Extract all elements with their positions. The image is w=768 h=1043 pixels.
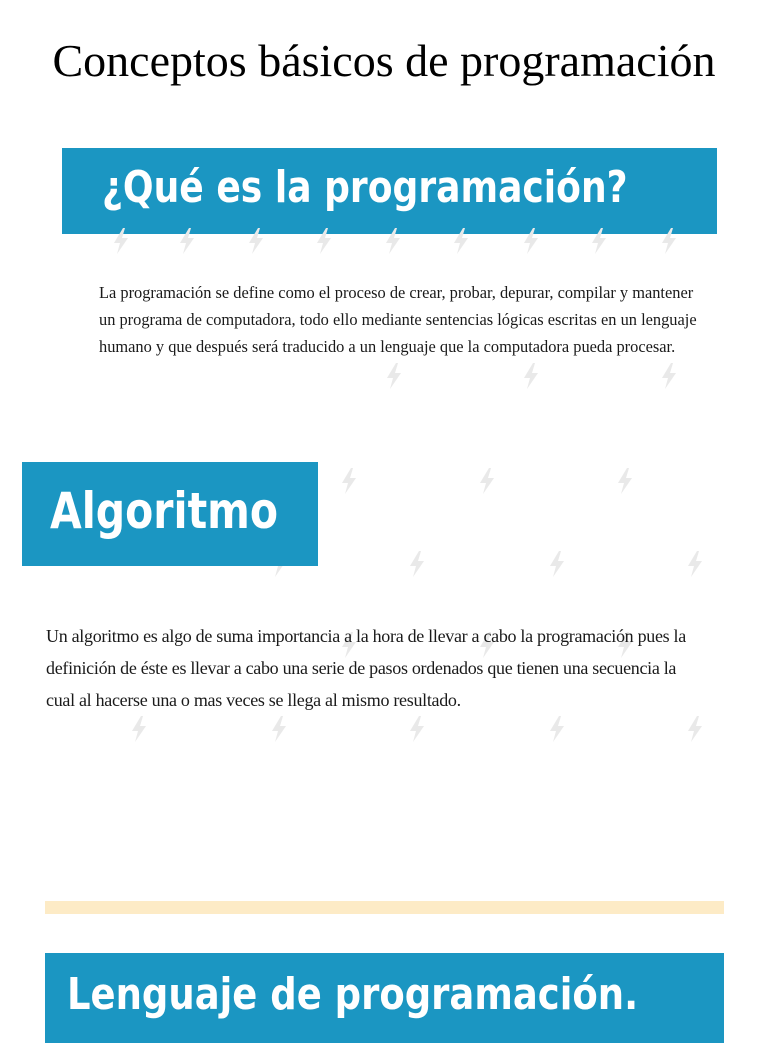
- lightning-bolt-icon: [340, 468, 358, 494]
- page-title: Conceptos básicos de programación: [52, 36, 716, 86]
- lightning-bolt-icon: [247, 228, 265, 254]
- lightning-bolt-icon: [270, 716, 288, 742]
- lightning-bolt-icon: [408, 551, 426, 577]
- section-heading-text: ¿Qué es la programación?: [102, 162, 628, 213]
- lightning-bolt-icon: [408, 716, 426, 742]
- section-body-programacion: La programación se define como el proceso de crear, probar, depurar, compilar y mantener un programa de computadora, todo ello mediante sentencias lógicas escritas en un lenguaje humano y que después será traducido a un lenguaje que la computadora pueda procesar.: [99, 283, 697, 356]
- lightning-bolt-icon: [522, 363, 540, 389]
- lightning-bolt-icon: [660, 228, 678, 254]
- section-heading-text: Algoritmo: [50, 482, 279, 540]
- lightning-bolt-icon: [590, 228, 608, 254]
- section-divider: [45, 901, 724, 914]
- section-heading-lenguaje: [45, 953, 724, 1043]
- lightning-bolt-icon: [315, 228, 333, 254]
- lightning-bolt-icon: [686, 716, 704, 742]
- lightning-bolt-icon: [112, 228, 130, 254]
- section-body-algoritmo: Un algoritmo es algo de suma importancia a la hora de llevar a cabo la programación pues la definición de éste es llevar a cabo una serie de pasos ordenados que tienen una secuencia la cual al hacerse una o mas veces se llega al mismo resultado.: [46, 626, 686, 710]
- lightning-bolt-icon: [452, 228, 470, 254]
- lightning-bolt-icon: [178, 228, 196, 254]
- lightning-bolt-icon: [385, 363, 403, 389]
- lightning-bolt-icon: [130, 716, 148, 742]
- lightning-bolt-icon: [686, 551, 704, 577]
- section-heading-text: Lenguaje de programación.: [67, 969, 639, 1020]
- section-heading-algoritmo: [22, 462, 318, 566]
- section-heading-programacion: [62, 148, 717, 234]
- lightning-bolt-icon: [478, 468, 496, 494]
- lightning-bolt-icon: [522, 228, 540, 254]
- lightning-bolt-icon: [616, 468, 634, 494]
- lightning-bolt-icon: [548, 551, 566, 577]
- lightning-bolt-icon: [384, 228, 402, 254]
- lightning-bolt-icon: [660, 363, 678, 389]
- lightning-bolt-icon: [548, 716, 566, 742]
